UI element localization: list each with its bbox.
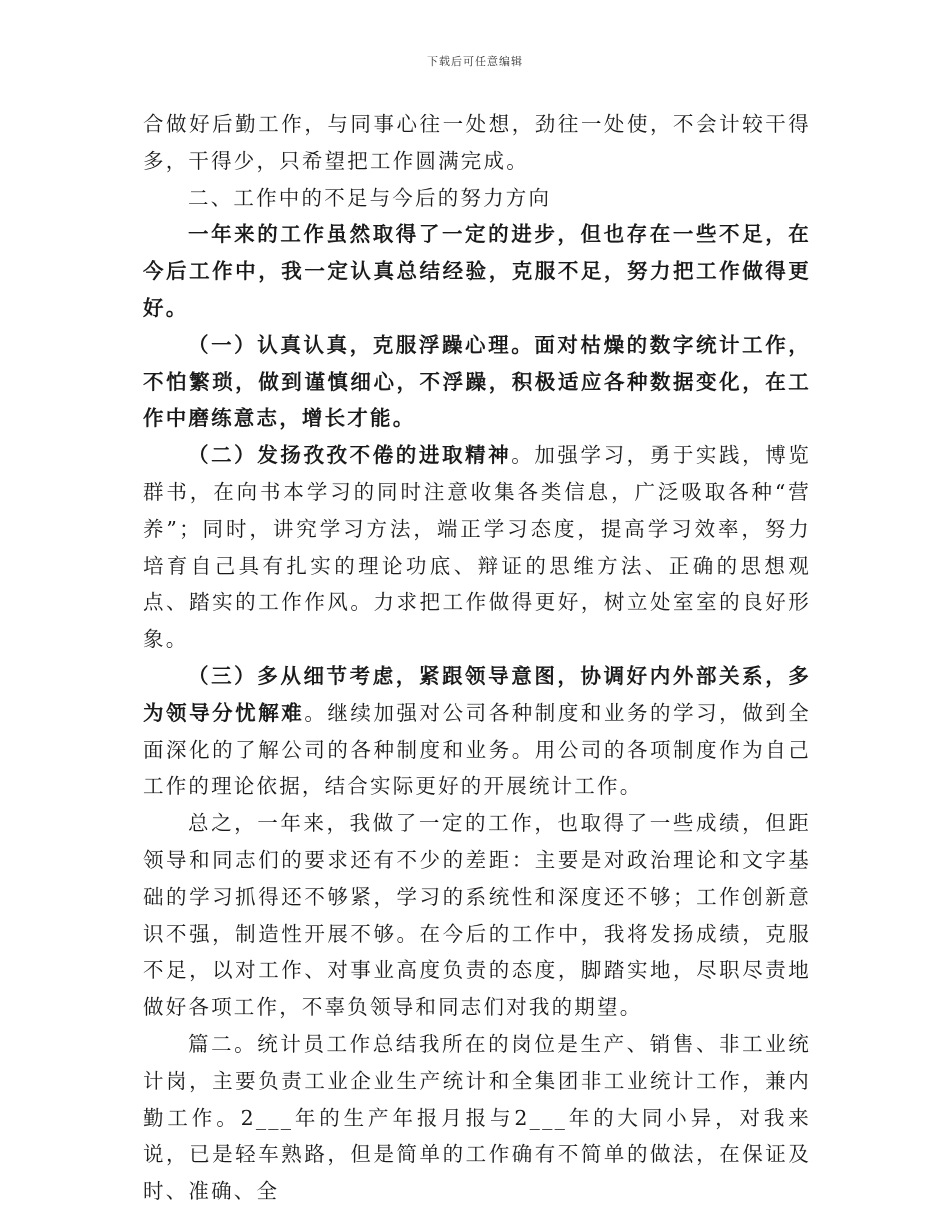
paragraph-summary: 一年来的工作虽然取得了一定的进步，但也存在一些不足，在今后工作中，我一定认真总结经验，克服不足，努力把工作做得更好。	[143, 222, 811, 320]
section-heading: 二、工作中的不足与今后的努力方向	[188, 185, 552, 210]
paragraph-item-two	[143, 437, 811, 658]
paragraph-item-three	[143, 658, 811, 805]
paragraph-part-two: 篇二。统计员工作总结我所在的岗位是生产、销售、非工业统计岗，主要负责工业企业生产统计和全集团非工业统计工作，兼内勤工作。2___年的生产年报月报与2___年的大同小异，对我来说，已是轻车熟路，但是简单的工作确有不简单的做法，在保证及时、准确、全	[143, 1031, 811, 1204]
paragraph-conclusion: 总之，一年来，我做了一定的工作，也取得了一些成绩，但距领导和同志们的要求还有不少的差距：主要是对政治理论和文字基础的学习抓得还不够紧，学习的系统性和深度还不够；工作创新意识不强，制造性开展不够。在今后的工作中，我将发扬成绩，克服不足，以对工作、对事业高度负责的态度，脚踏实地，尽职尽责地做好各项工作，不辜负领导和同志们对我的期望。	[143, 811, 811, 1020]
item-three-lead: （三）多从细节考虑，紧跟领导意图，协调好内外部关系，多为领导分忧解难	[143, 663, 811, 725]
paragraph-item-one: （一）认真认真，克服浮躁心理。面对枯燥的数字统计工作，不怕繁琐，做到谨慎细心，不浮躁，积极适应各种数据变化，在工作中磨练意志，增长才能。	[143, 332, 811, 431]
item-two-body: 。加强学习，勇于实践，博览群书，在向书本学习的同时注意收集各类信息，广泛吸取各种“营养”；同时，讲究学习方法，端正学习态度，提高学习效率，努力培育自己具有扎实的理论功底、辩证的思维方法、正确的思想观点、踏实的工作作风。力求把工作做得更好，树立处室室的良好形象。	[143, 443, 811, 652]
item-two-lead: （二）发扬孜孜不倦的进取精神	[188, 443, 512, 468]
item-three-body: 。继续加强对公司各种制度和业务的学习，做到全面深化的了解公司的各种制度和业务。用公司的各项制度作为自己工作的理论依据，结合实际更好的开展统计工作。	[143, 700, 811, 799]
page-header: 下载后可任意编辑	[427, 55, 523, 68]
paragraph-continuation: 合做好后勤工作，与同事心往一处想，劲往一处使，不会计较干得多，干得少，只希望把工作圆满完成。	[143, 112, 811, 173]
document-body	[143, 106, 811, 1210]
